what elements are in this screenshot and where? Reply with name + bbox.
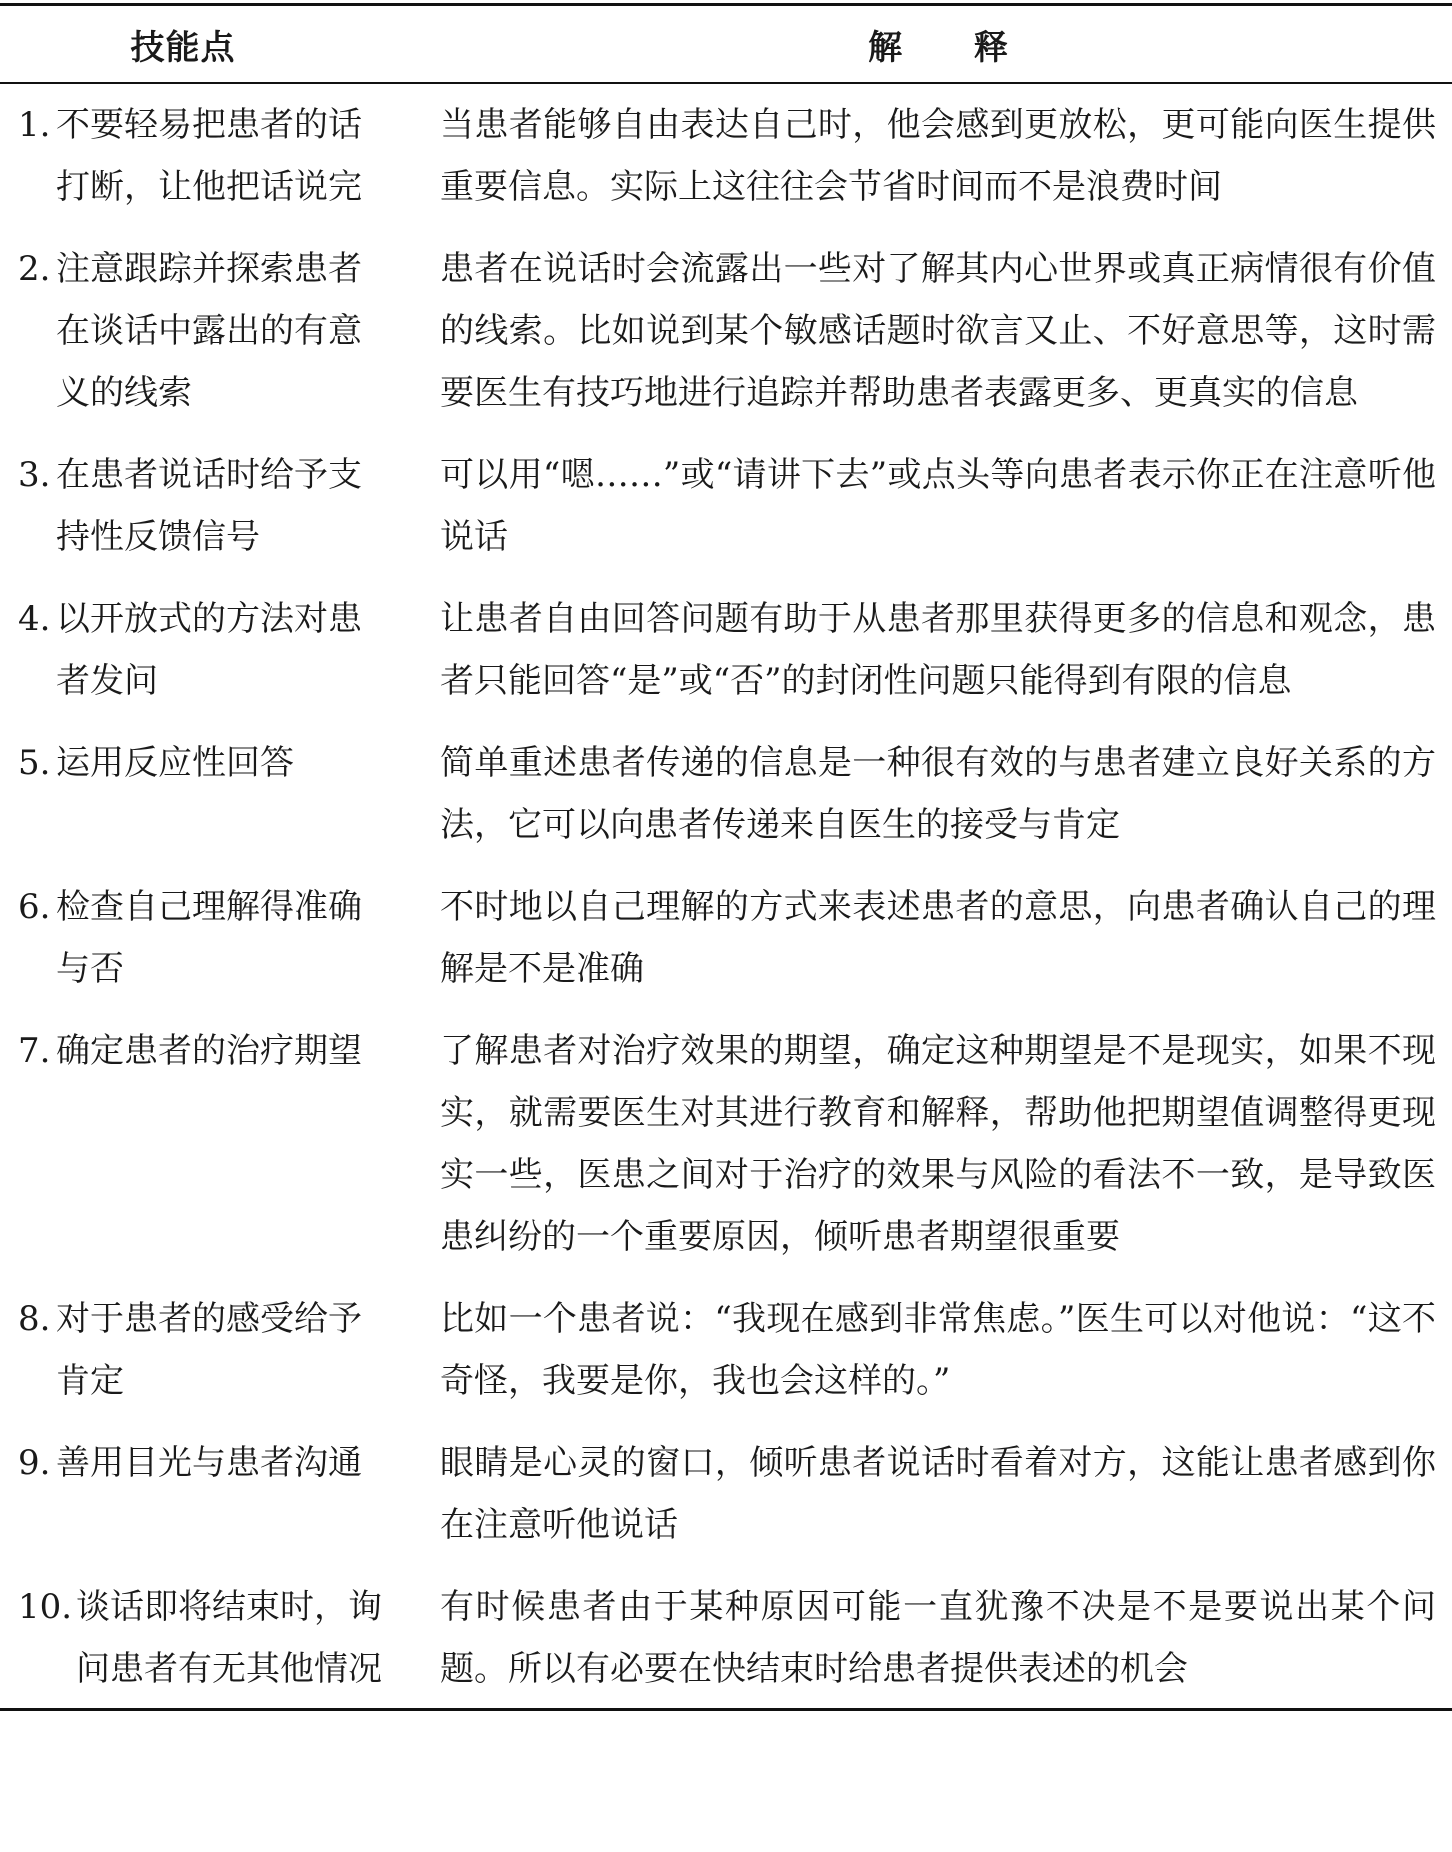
skill-text: 检查自己理解得准确与否: [56, 887, 362, 989]
explanation-cell: 让患者自由回答问题有助于从患者那里获得更多的信息和观念，患者只能回答“是”或“否”的封闭性问题只能得到有限的信息: [440, 599, 1436, 701]
explanation-cell: 当患者能够自由表达自己时，他会感到更放松，更可能向医生提供重要信息。实际上这往往会节省时间而不是浪费时间: [440, 105, 1436, 207]
explanation-cell: 眼睛是心灵的窗口，倾听患者说话时看着对方，这能让患者感到你在注意听他说话: [440, 1443, 1436, 1545]
explanation-cell: 了解患者对治疗效果的期望，确定这种期望是不是现实，如果不现实，就需要医生对其进行教育和解释，帮助他把期望值调整得更现实一些，医患之间对于治疗的效果与风险的看法不一致，是导致医患纠纷的一个重要原因，倾听患者期望很重要: [440, 1031, 1436, 1257]
skill-text: 善用目光与患者沟通: [56, 1443, 362, 1483]
skill-cell: [0, 576, 424, 720]
table-row: [0, 1276, 1452, 1420]
skill-text: 以开放式的方法对患者发问: [56, 599, 362, 701]
skill-cell: [0, 1564, 424, 1710]
item-number: 5.: [18, 743, 51, 783]
table-row: [0, 1008, 1452, 1276]
skill-text: 运用反应性回答: [56, 743, 294, 783]
explanation-cell: 有时候患者由于某种原因可能一直犹豫不决是不是要说出某个问题。所以有必要在快结束时给患者提供表述的机会: [440, 1587, 1436, 1689]
header-explanation: 解 释: [424, 5, 1452, 84]
item-number: 10.: [18, 1587, 73, 1627]
item-number: 1.: [18, 105, 51, 145]
header-row: [0, 5, 1452, 84]
table-row: [0, 83, 1452, 226]
table-header: [0, 5, 1452, 84]
skill-cell: [0, 864, 424, 1008]
skill-text: 在患者说话时给予支持性反馈信号: [56, 455, 362, 557]
explanation-cell: 不时地以自己理解的方式来表述患者的意思，向患者确认自己的理解是不是准确: [440, 887, 1436, 989]
skill-text: 对于患者的感受给予肯定: [56, 1299, 362, 1401]
skill-text: 确定患者的治疗期望: [56, 1031, 362, 1071]
skills-table: [0, 3, 1452, 1711]
table-row: [0, 720, 1452, 864]
skill-cell: [0, 226, 424, 432]
skill-cell: [0, 1420, 424, 1564]
explanation-cell: 比如一个患者说：“我现在感到非常焦虑。”医生可以对他说：“这不奇怪，我要是你，我也会这样的。”: [440, 1299, 1436, 1401]
skill-text: 不要轻易把患者的话打断，让他把话说完: [56, 105, 362, 207]
item-number: 6.: [18, 887, 51, 927]
skill-cell: [0, 720, 424, 864]
skill-cell: [0, 1008, 424, 1276]
item-number: 8.: [18, 1299, 51, 1339]
explanation-cell: 患者在说话时会流露出一些对了解其内心世界或真正病情很有价值的线索。比如说到某个敏感话题时欲言又止、不好意思等，这时需要医生有技巧地进行追踪并帮助患者表露更多、更真实的信息: [440, 249, 1436, 413]
skill-cell: [0, 1276, 424, 1420]
skill-cell: [0, 432, 424, 576]
explanation-cell: 可以用“嗯……”或“请讲下去”或点头等向患者表示你正在注意听他说话: [440, 455, 1436, 557]
skill-cell: [0, 83, 424, 226]
item-number: 3.: [18, 455, 51, 495]
table-row: [0, 576, 1452, 720]
skill-text: 谈话即将结束时，询问患者有无其他情况: [76, 1587, 382, 1689]
table-row: [0, 864, 1452, 1008]
item-number: 7.: [18, 1031, 51, 1071]
item-number: 4.: [18, 599, 51, 639]
table-row: [0, 432, 1452, 576]
header-skill: 技能点: [0, 5, 424, 84]
table-body: [0, 83, 1452, 1710]
table-row: [0, 226, 1452, 432]
item-number: 2.: [18, 249, 51, 289]
item-number: 9.: [18, 1443, 51, 1483]
explanation-cell: 简单重述患者传递的信息是一种很有效的与患者建立良好关系的方法，它可以向患者传递来自医生的接受与肯定: [440, 743, 1436, 845]
table-row: [0, 1564, 1452, 1710]
table-row: [0, 1420, 1452, 1564]
skill-text: 注意跟踪并探索患者在谈话中露出的有意义的线索: [56, 249, 362, 413]
